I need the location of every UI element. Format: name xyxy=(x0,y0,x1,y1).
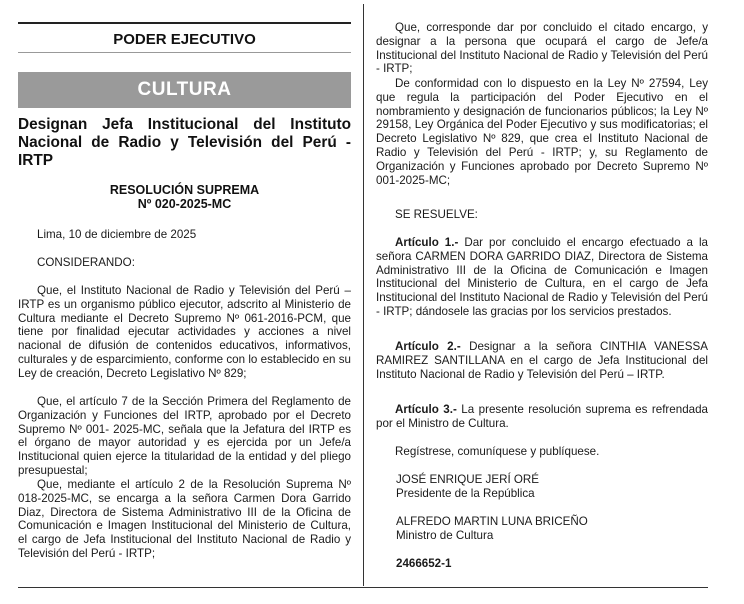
considerando-heading: CONSIDERANDO: xyxy=(37,256,135,269)
signature-president xyxy=(376,473,708,501)
column-divider xyxy=(363,4,364,586)
resolution-number: Nº 020-2025-MC xyxy=(137,196,232,211)
paragraph-2: Que, el artículo 7 de la Sección Primera del Reglamento de Organización y Funciones del IRTP, aprobado por el Decreto Supremo Nº 001- 2025-MC, señala que la Jefatura del IRTP es el órgano de mayor autoridad y es ejercida por un Jefe/a Institucional quien ejerce la titularidad de la entidad y del pliego presupuestal; xyxy=(18,395,351,477)
se-resuelve-heading: SE RESUELVE: xyxy=(395,208,478,221)
signature-president-name: JOSÉ ENRIQUE JERÍ ORÉ xyxy=(396,473,540,486)
place-date: Lima, 10 de diciembre de 2025 xyxy=(37,228,197,241)
paragraph-4: Que, corresponde dar por concluido el citado encargo, y designar a la persona que ocupará el cargo de Jefe/a Institucional del Instituto Nacional de Radio y Televisión del Perú - IRTP; xyxy=(376,21,708,76)
signature-minister-role: Ministro de Cultura xyxy=(396,529,494,542)
section-header: PODER EJECUTIVO xyxy=(18,28,351,53)
publication-code-wrap xyxy=(376,557,708,571)
article-1-label: Artículo 1.- xyxy=(395,236,459,249)
paragraph-3: Que, mediante el artículo 2 de la Resolución Suprema Nº 018-2025-MC, se encarga a la señora Carmen Dora Garrido Diaz, Directora de Sistema Administrativo III de la Oficina de Comunicación e Imagen Institucional del Ministerio de Cultura, el cargo de Jefa Institucional del Instituto Nacional de Radio y Televisión del Perú - IRTP; xyxy=(18,478,351,560)
publication-code: 2466652-1 xyxy=(396,557,452,570)
article-3 xyxy=(376,403,708,431)
article-2-label: Artículo 2.- xyxy=(395,340,461,353)
signature-president-role: Presidente de la República xyxy=(396,487,535,500)
article-2 xyxy=(376,340,708,381)
top-rule xyxy=(18,22,351,24)
article-3-label: Artículo 3.- xyxy=(395,403,457,416)
article-3-text: La presente resolución suprema es refrendada por el Ministro de Cultura. xyxy=(376,403,708,430)
ministry-banner: CULTURA xyxy=(18,72,351,108)
bottom-rule xyxy=(18,587,708,588)
closing-formula: Regístrese, comuníquese y publíquese. xyxy=(395,445,600,458)
paragraph-5: De conformidad con lo dispuesto en la Ley Nº 27594, Ley que regula la participación del Poder Ejecutivo en el nombramiento y designación de funcionarios públicos; la Ley Nº 29158, Ley Orgánica del Poder Ejecutivo y sus modificatorias; el Decreto Legislativo Nº 829, que crea el Instituto Nacional de Radio y Televisión del Perú - IRTP; y, su Reglamento de Organización y Funciones aprobado por Decreto Supremo Nº 001-2025-MC; xyxy=(376,77,708,187)
signature-minister-name: ALFREDO MARTIN LUNA BRICEÑO xyxy=(396,515,588,528)
signature-minister xyxy=(376,515,708,543)
paragraph-1: Que, el Instituto Nacional de Radio y Televisión del Perú – IRTP es un organismo público ejecutor, adscrito al Ministerio de Cultura mediante el Decreto Supremo Nº 061-2016-PCM, que tiene por finalidad ejecutar actividades y acciones a nivel nacional de difusión de contenidos educativos, informativos, culturales y de esparcimiento, conforme con lo establecido en su Ley de creación, Decreto Legislativo Nº 829; xyxy=(18,284,351,380)
article-1 xyxy=(376,236,708,319)
resolution-heading xyxy=(18,184,351,211)
article-2-text: Designar a la señora CINTHIA VANESSA RAMIREZ SANTILLANA en el cargo de Jefa Institucional del Instituto Nacional de Radio y Televisión del Perú – IRTP. xyxy=(376,340,708,381)
document-title: Designan Jefa Institucional del Instituto Nacional de Radio y Televisión del Perú - IRTP xyxy=(18,116,351,169)
article-1-text: Dar por concluido el encargo efectuado a la señora CARMEN DORA GARRIDO DIAZ, Directora de Sistema Administrativo III de la Oficina de Comunicación e Imagen Institucional del Ministerio de Cultura, en el cargo de Jefa Institucional del Instituto Nacional de Radio y Televisión del Perú - IRTP; dándosele las gracias por los servicios prestados. xyxy=(376,236,708,318)
resolution-type: RESOLUCIÓN SUPREMA xyxy=(109,183,260,197)
